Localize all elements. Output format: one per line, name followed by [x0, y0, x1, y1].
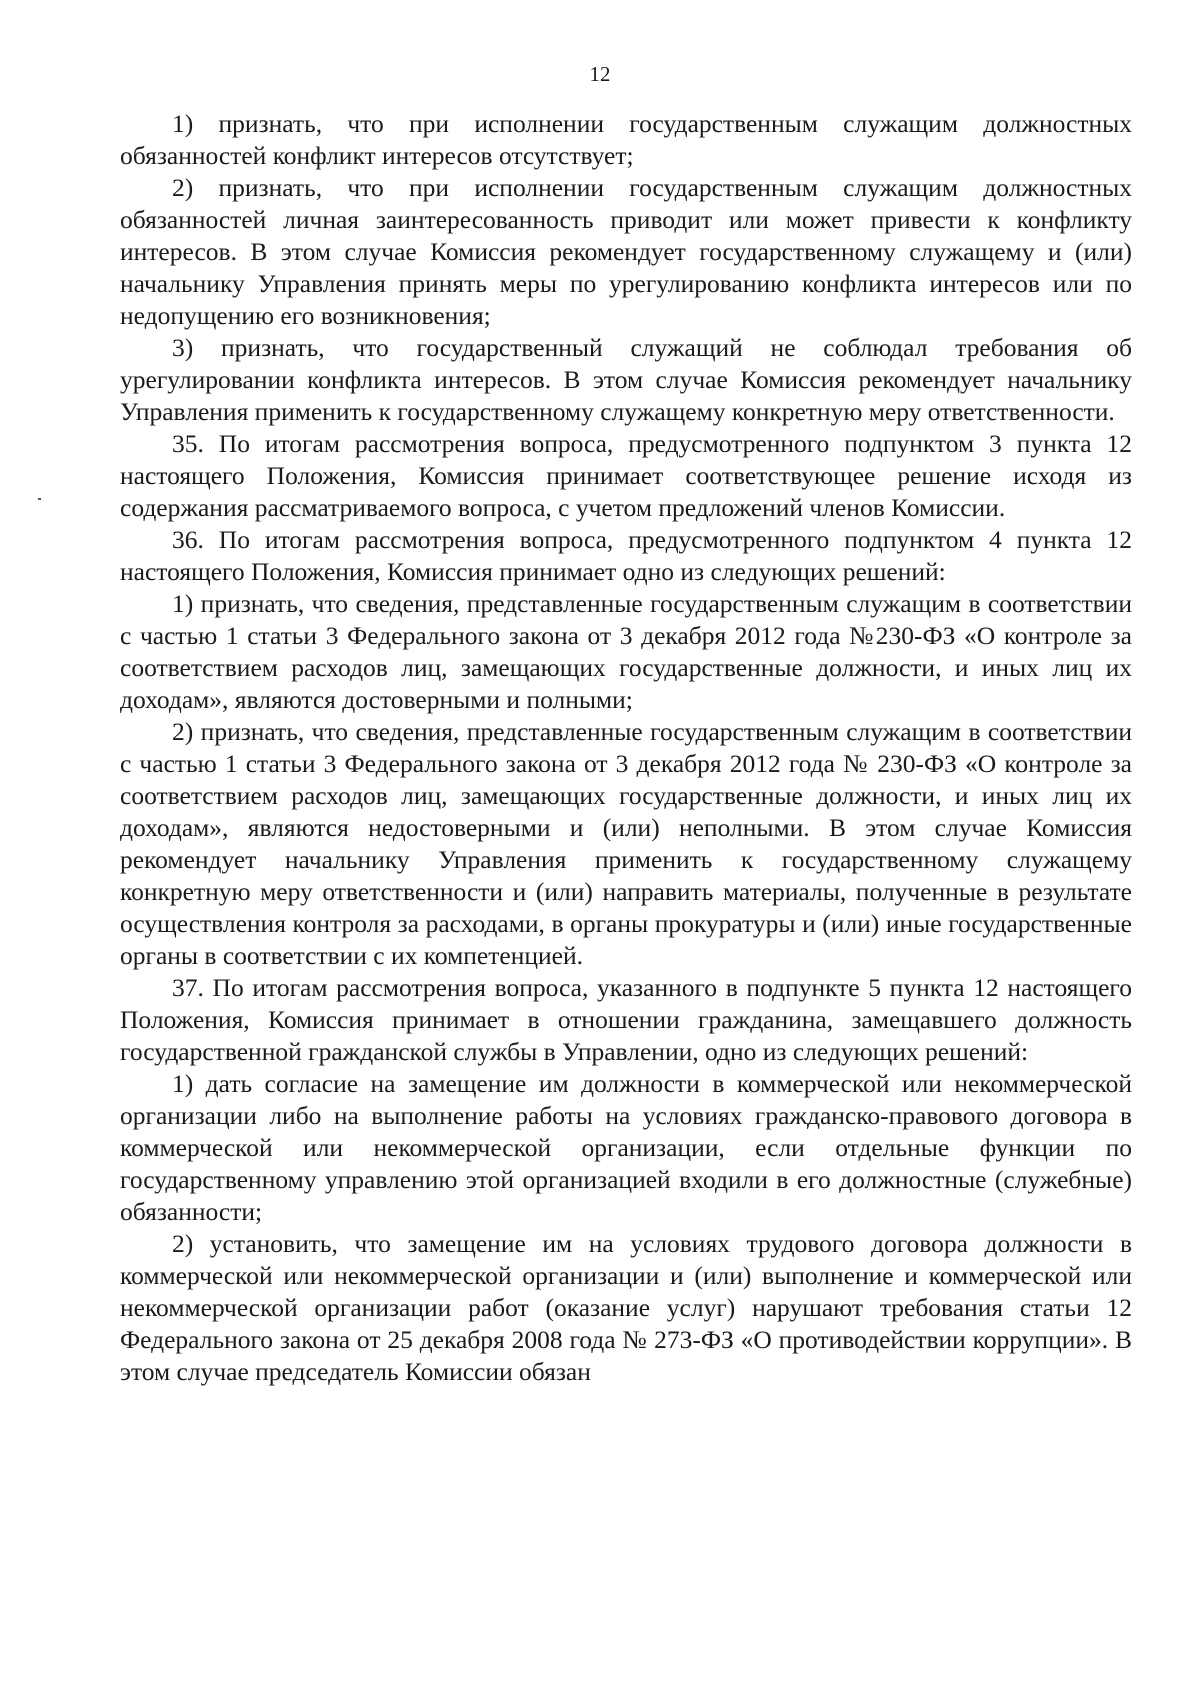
paragraph-item-34-3: 3) признать, что государственный служащий не соблюдал требования об урегулировании конфликта интересов. В этом случае Комиссия рекомендует начальнику Управления применить к государственному служащему конкретную меру ответственности. — [120, 333, 1132, 426]
page-number: 12 — [589, 62, 611, 86]
scan-speck — [38, 498, 41, 500]
paragraph-item-34-1: 1) признать, что при исполнении государственным служащим должностных обязанностей конфликт интересов отсутствует; — [120, 109, 1132, 170]
document-body — [120, 108, 1132, 1388]
paragraph-35: 35. По итогам рассмотрения вопроса, предусмотренного подпунктом 3 пункта 12 настоящего Положения, Комиссия принимает соответствующее решение исходя из содержания рассматриваемого вопроса, с учетом предложений членов Комиссии. — [120, 429, 1132, 522]
paragraph-item-37-1: 1) дать согласие на замещение им должности в коммерческой или некоммерческой организации либо на выполнение работы на условиях гражданско-правового договора в коммерческой или некоммерческой организации, если отдельные функции по государственному управлению этой организацией входили в его должностные (служебные) обязанности; — [120, 1069, 1132, 1226]
paragraph-item-36-1: 1) признать, что сведения, представленные государственным служащим в соответствии с частью 1 статьи 3 Федерального закона от 3 декабря 2012 года №230-ФЗ «О контроле за соответствием расходов лиц, замещающих государственные должности, и иных лиц их доходам», являются достоверными и полными; — [120, 589, 1132, 714]
paragraph-36: 36. По итогам рассмотрения вопроса, предусмотренного подпунктом 4 пункта 12 настоящего Положения, Комиссия принимает одно из следующих решений: — [120, 525, 1132, 586]
paragraph-item-36-2: 2) признать, что сведения, представленные государственным служащим в соответствии с частью 1 статьи 3 Федерального закона от 3 декабря 2012 года № 230-ФЗ «О контроле за соответствием расходов лиц, замещающих государственные должности, и иных лиц их доходам», являются недостоверными и (или) неполными. В этом случае Комиссия рекомендует начальнику Управления применить к государственному служащему конкретную меру ответственности и (или) направить материалы, полученные в результате осуществления контроля за расходами, в органы прокуратуры и (или) иные государственные органы в соответствии с их компетенцией. — [120, 717, 1132, 970]
paragraph-item-34-2: 2) признать, что при исполнении государственным служащим должностных обязанностей личная заинтересованность приводит или может привести к конфликту интересов. В этом случае Комиссия рекомендует государственному служащему и (или) начальнику Управления принять меры по урегулированию конфликта интересов или по недопущению его возникновения; — [120, 173, 1132, 330]
paragraph-item-37-2: 2) установить, что замещение им на условиях трудового договора должности в коммерческой или некоммерческой организации и (или) выполнение и коммерческой или некоммерческой организации работ (оказание услуг) нарушают требования статьи 12 Федерального закона от 25 декабря 2008 года № 273-ФЗ «О противодействии коррупции». В этом случае председатель Комиссии обязан — [120, 1229, 1132, 1386]
paragraph-37: 37. По итогам рассмотрения вопроса, указанного в подпункте 5 пункта 12 настоящего Положения, Комиссия принимает в отношении гражданина, замещавшего должность государственной гражданской службы в Управлении, одно из следующих решений: — [120, 973, 1132, 1066]
